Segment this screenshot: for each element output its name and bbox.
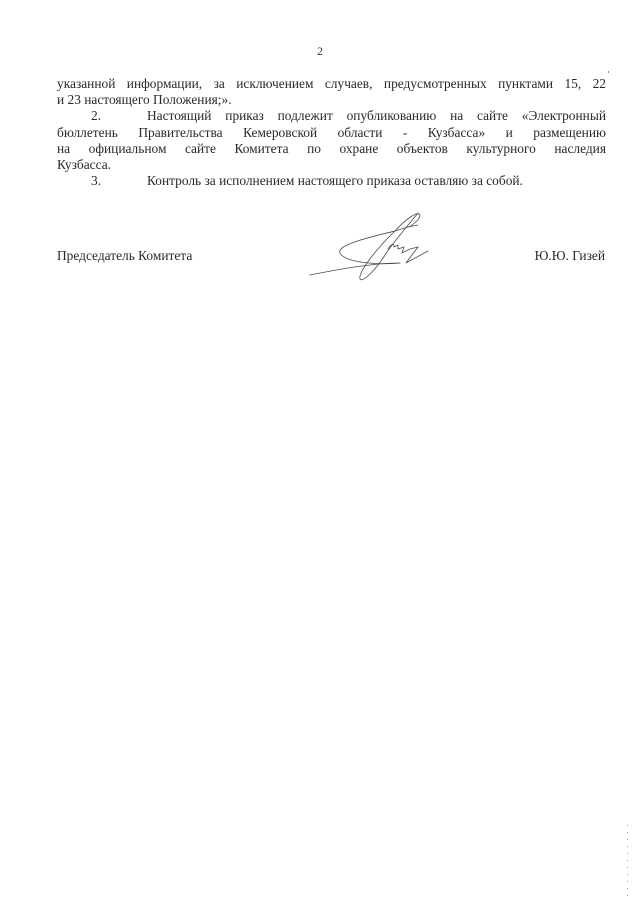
scan-speck [608,71,609,73]
item-3 [57,173,606,189]
continuation-line-2: и 23 настоящего Положения;». [57,92,232,108]
handwritten-signature-icon [300,205,440,285]
item-2-line-3: на официальном сайте Комитета по охране объектов культурного наследия [57,140,606,156]
signatory-name: Ю.Ю. Гизей [534,248,605,263]
item-2-text: Настоящий приказ подлежит опубликованию на сайте «Электронный [147,108,606,124]
scan-edge-artifacts [627,825,629,905]
item-3-text: Контроль за исполнением настоящего приказа оставляю за собой. [147,173,523,189]
item-3-number: 3. [91,173,102,189]
item-2-line-1 [57,108,606,124]
item-2-line-2: бюллетень Правительства Кемеровской области - Кузбасса» и размещению [57,124,606,140]
page-number: 2 [317,44,323,58]
continuation-line-1: указанной информации, за исключением случаев, предусмотренных пунктами 15, 22 [57,76,606,91]
item-2-line-4: Кузбасса. [57,157,112,173]
item-2-number: 2. [91,108,102,124]
signatory-position: Председатель Комитета [57,248,193,263]
document-body [57,76,606,189]
